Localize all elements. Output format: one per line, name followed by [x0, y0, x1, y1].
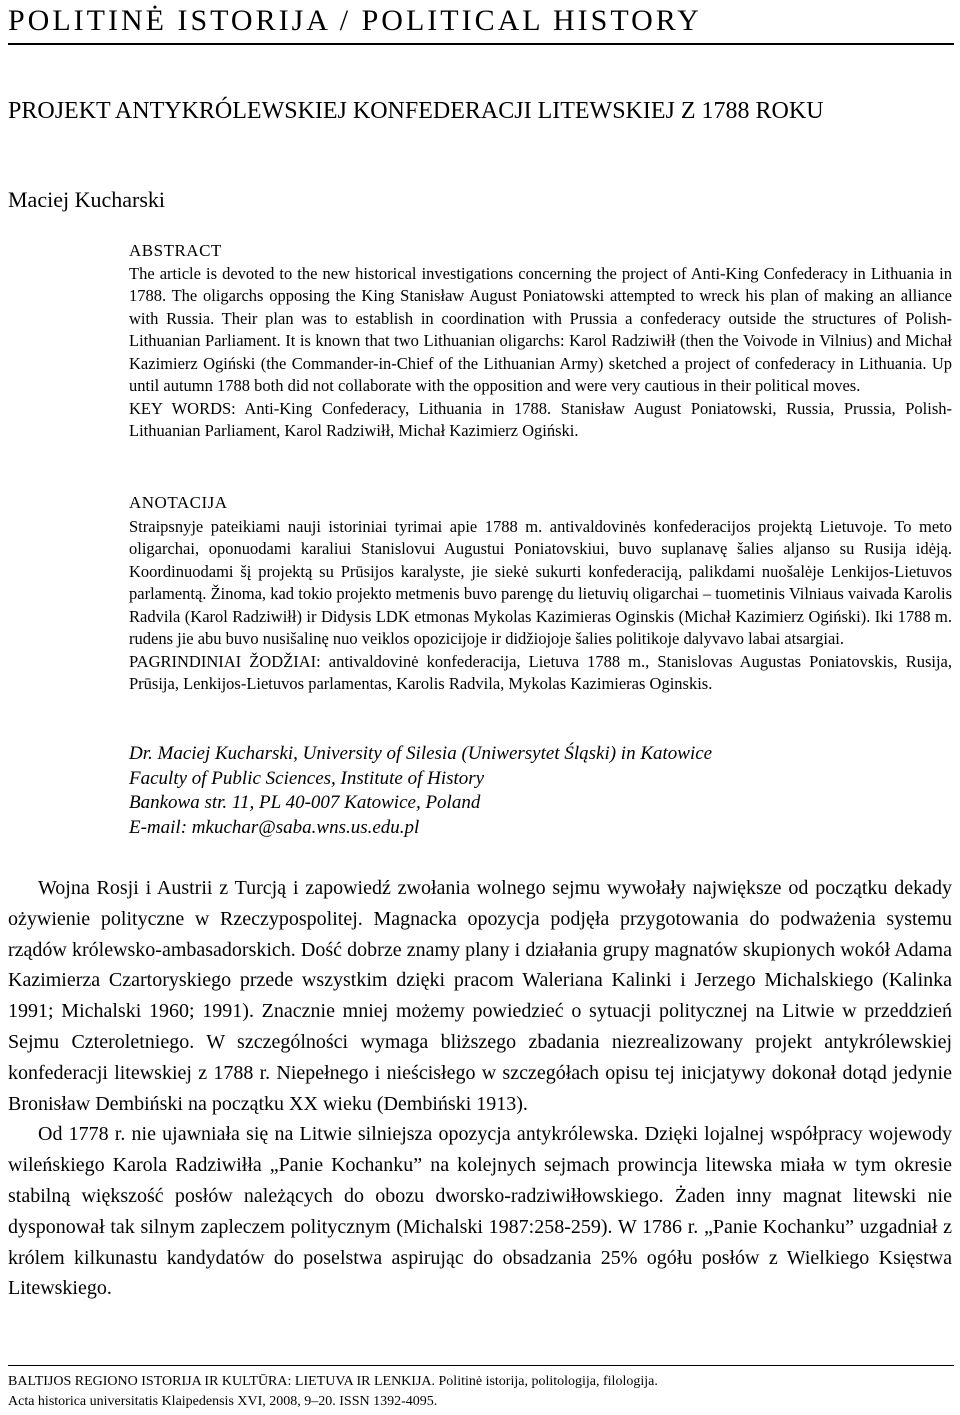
journal-footer	[8, 1372, 952, 1412]
anotacija-keywords: PAGRINDINIAI ŽODŽIAI: antivaldovinė konfederacija, Lietuva 1788 m., Stanislovas Augustas Poniatovskis, Rusija, Prūsija, Lenkijos-Lietuvos parlamentas, Karolis Radvila, Mykolas Kazimieras Oginskis.	[129, 651, 952, 693]
author-name: Maciej Kucharski	[8, 187, 165, 212]
author-affiliation	[129, 742, 952, 840]
anotacija-block	[129, 492, 952, 696]
anotacija-text: Straipsnyje pateikiami nauji istoriniai tyrimai apie 1788 m. antivaldovinės konfederacijos projektą Lietuvoje. To meto oligarchai, oponuodami karaliui Stanislovui Augustui Poniatovskiui, buvo suplanavę šalies aljanso su Rusija idėją. Koordinuodami šį projektą su Prūsijos karalyste, jie siekė sukurti konfederaciją, palikdami nuošalėje Lenkijos-Lietuvos parlamentą. Žinoma, kad tokio projekto metmenis buvo parengę du lietuvių oligarchai – tuometinis Vilniaus vaivada Karolis Radvila (Karol Radziwiłł) ir Didysis LDK etmonas Mykolas Kazimieras Oginskis (Michał Kazimierz Ogiński). Iki 1788 m. rudens jie abu buvo nusišalinę nuo veiklos opozicijoje ir didžiojoje šalies politikoje dalyvavo labai atsargiai.	[129, 516, 952, 648]
affiliation-line: Dr. Maciej Kucharski, University of Silesia (Uniwersytet Śląski) in Katowice	[129, 743, 713, 764]
affiliation-address: Bankowa str. 11, PL 40-007 Katowice, Poland	[129, 792, 481, 813]
article-body	[8, 873, 952, 1304]
anotacija-heading: ANOTACIJA	[129, 493, 228, 512]
section-header: POLITINĖ ISTORIJA / POLITICAL HISTORY	[8, 4, 702, 37]
abstract-text: The article is devoted to the new historical investigations concerning the project of Anti-King Confederacy in Lithuania in 1788. The oligarchs opposing the King Stanisław August Poniatowski attempted to wreck his plan of making an alliance with Russia. Their plan was to establish in coordination with Prussia a confederacy outside the structures of Polish-Lithuanian Parliament. It is known that two Lithuanian oligarchs: Karol Radziwiłł (then the Voivode in Vilnius) and Michał Kazimierz Ogiński (the Commander-in-Chief of the Lithuanian Army) sketched a project of confederacy in Lithuania. Up until autumn 1788 both did not collaborate with the opposition and were very cautious in their political moves.	[129, 263, 952, 395]
article-title: PROJEKT ANTYKRÓLEWSKIEJ KONFEDERACJI LITEWSKIEJ Z 1788 ROKU	[8, 98, 824, 124]
affiliation-line: Faculty of Public Sciences, Institute of History	[129, 767, 485, 789]
body-paragraph: Wojna Rosji i Austrii z Turcją i zapowiedź zwołania wolnego sejmu wywołały największe od początku dekady ożywienie polityczne w Rzeczypospolitej. Magnacka opozycja podjęła przygotowania do podważenia systemu rządów królewsko-ambasadorskich. Dość dobrze znamy plany i działania grupy magnatów skupionych wokół Adama Kazimierza Czartoryskiego przede wszystkim dzięki pracom Waleriana Kalinki i Jerzego Michalskiego (Kalinka 1991; Michalski 1960; 1991). Znacznie mniej możemy powiedzieć o sytuacji politycznej na Litwie w przeddzień Sejmu Czteroletniego. W szczególności wymaga bliższego zbadania niezrealizowany projekt antykrólewskiej konfederacji litewskiej z 1788 r. Niepełnego i nieścisłego w szczegółach opisu tej inicjatywy dokonał dotąd jedynie Bronisław Dembiński na początku XX wieku (Dembiński 1913).	[8, 877, 952, 1115]
footer-divider	[8, 1365, 954, 1366]
affiliation-email: E-mail: mkuchar@saba.wns.us.edu.pl	[129, 816, 420, 838]
abstract-heading: ABSTRACT	[129, 241, 222, 260]
abstract-keywords: KEY WORDS: Anti-King Confederacy, Lithuania in 1788. Stanisław August Poniatowski, Russia, Prussia, Polish-Lithuanian Parliament, Karol Radziwiłł, Michał Kazimierz Ogiński.	[129, 398, 952, 440]
footer-citation: Acta historica universitatis Klaipedensis XVI, 2008, 9–20. ISSN 1392-4095.	[8, 1394, 438, 1409]
abstract-block	[129, 240, 952, 443]
footer-journal-title: BALTIJOS REGIONO ISTORIJA IR KULTŪRA: LIETUVA IR LENKIJA. Politinė istorija, politologija, filologija.	[8, 1374, 658, 1389]
section-divider	[8, 43, 954, 45]
body-paragraph: Od 1778 r. nie ujawniała się na Litwie silniejsza opozycja antykrólewska. Dzięki lojalnej współpracy wojewody wileńskiego Karola Radziwiłła „Panie Kochanku” na kolejnych sejmach prowincja litewska miała w tym okresie stabilną większość posłów należących do obozu dworsko-radziwiłłowskiego. Żaden inny magnat litewski nie dysponował tak silnym zapleczem politycznym (Michalski 1987:258-259). W 1786 r. „Panie Kochanku” uzgadniał z królem kilkunastu kandydatów do poselstwa aspirując do obsadzania 25% ogółu posłów z Wielkiego Księstwa Litewskiego.	[8, 1123, 952, 1300]
